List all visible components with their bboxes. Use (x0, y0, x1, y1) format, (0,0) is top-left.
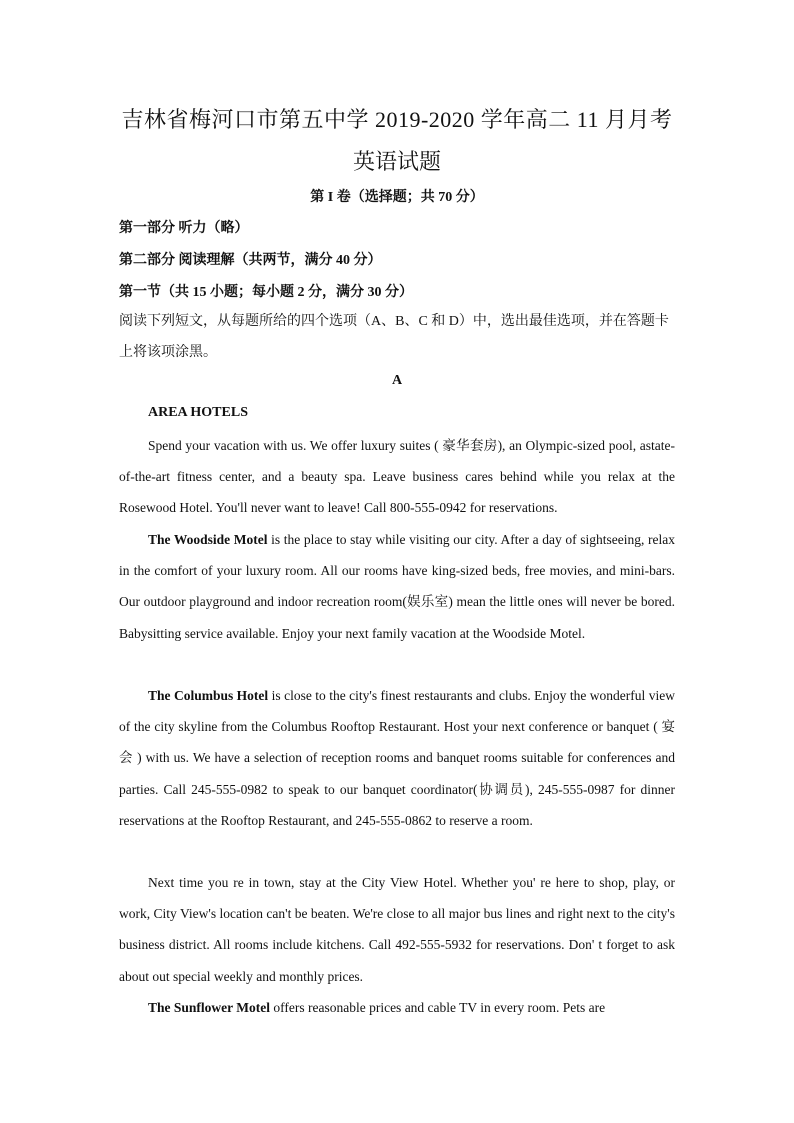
exam-subtitle: 英语试题 (352, 149, 441, 174)
hotel-name-sunflower: The Sunflower Motel (148, 1000, 270, 1015)
passage-heading: AREA HOTELS (148, 405, 248, 420)
hotel-name-woodside: The Woodside Motel (148, 532, 268, 547)
paragraph-columbus-text: is close to the city's finest restaurants and clubs. Enjoy the wonderful view of the city skyline from the Columbus Rooftop Restaurant. Host your next conference or banquet ( 宴 会 ) with us. We have a selection of reception rooms and banquet rooms suitable for conferences and parties. Call 245-555-0982 to speak to our banquet coordinator(协调员), 245-555-0987 for dinner reservations at the Rooftop Restaurant, and 245-555-0862 to reserve a room. (119, 688, 675, 828)
passage-label: A (391, 373, 403, 388)
paragraph-sunflower (119, 992, 675, 1023)
paragraph-rosewood: Spend your vacation with us. We offer luxury suites ( 豪华套房), an Olympic-sized pool, astate-of-the-art fitness center, and a beauty spa. Leave business cares behind while you relax at the Rosewood Hotel. You'll never want to leave! Call 800-555-0942 for reservations. (119, 438, 675, 516)
instruction-text: 阅读下列短文，从每题所给的四个选项（A、B、C 和 D）中，选出最佳选项，并在答题卡上将该项涂黑。 (119, 314, 669, 360)
volume-heading: 第 I 卷（选择题；共 70 分） (310, 190, 484, 205)
paragraph-woodside (119, 524, 675, 649)
exam-title: 吉林省梅河口市第五中学 2019-2020 学年高二 11 月月考 (121, 107, 673, 132)
paragraph-woodside-text: is the place to stay while visiting our city. After a day of sightseeing, relax in the comfort of your luxury room. All our rooms have king-sized beds, free movies, and mini-bars. Our outdoor playground and indoor recreation room(娱乐室) mean the little ones will never be bored. Babysitting service available. Enjoy your next family vacation at the Woodside Motel. (119, 532, 675, 641)
paragraph-sunflower-text: offers reasonable prices and cable TV in every room. Pets are (270, 1000, 606, 1015)
part2-heading: 第二部分 阅读理解（共两节，满分 40 分） (119, 253, 382, 268)
hotel-name-columbus: The Columbus Hotel (148, 688, 269, 703)
section1-heading: 第一节（共 15 小题；每小题 2 分，满分 30 分） (119, 285, 413, 300)
part1-heading: 第一部分 听力（略） (119, 221, 249, 236)
paragraph-columbus (119, 680, 675, 836)
paragraph-cityview: Next time you re in town, stay at the City View Hotel. Whether you' re here to shop, play, or work, City View's location can't be beaten. We're close to all major bus lines and right next to the city's business district. All rooms include kitchens. Call 492-555-5932 for reservations. Don' t forget to ask about out special weekly and monthly prices. (119, 875, 675, 984)
